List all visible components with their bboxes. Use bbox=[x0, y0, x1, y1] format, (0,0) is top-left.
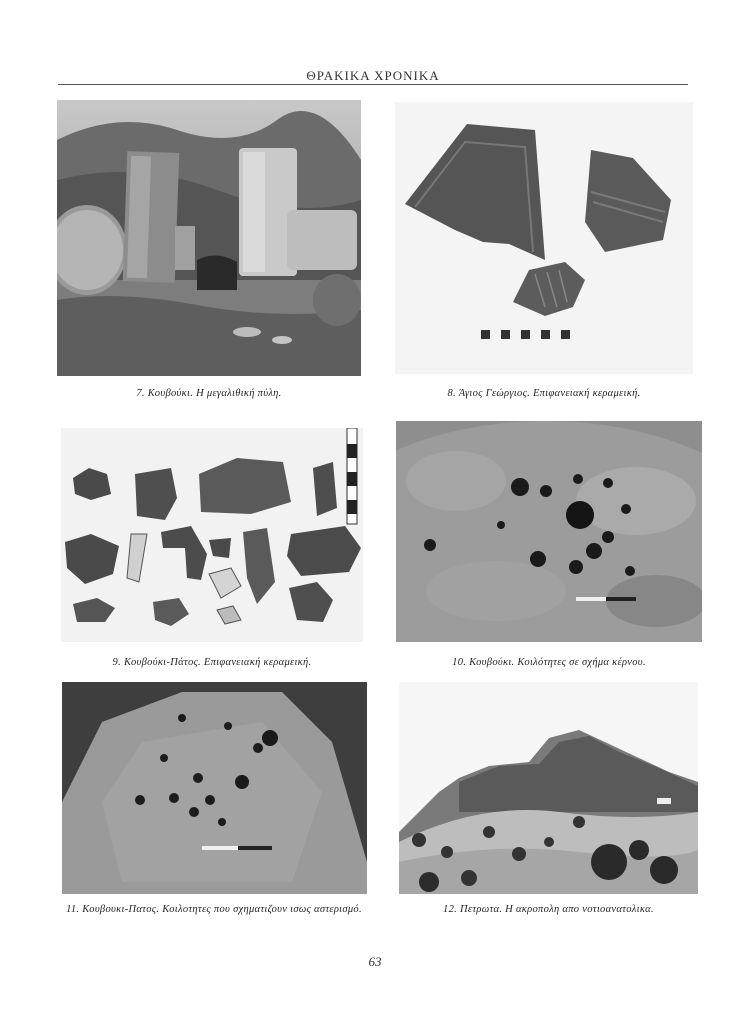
figure-10-text: Κουβούκι. Κοιλότητες σε σχήμα κέρνου. bbox=[469, 657, 646, 668]
figure-12-number: 12. bbox=[443, 904, 458, 915]
figure-11-text: Κουβουκι-Πατος. Κοιλοτητες που σχηματιζουν ισως αστερισμό. bbox=[82, 904, 362, 915]
figure-12-caption bbox=[399, 903, 698, 917]
figure-10-photo bbox=[396, 421, 702, 642]
figure-7-text: Κουβούκι. Η μεγαλιθική πύλη. bbox=[147, 388, 282, 399]
running-head: ΘΡΑΚΙΚΑ ΧΡΟΝΙΚΑ bbox=[306, 68, 440, 83]
page-number: 63 bbox=[368, 954, 382, 969]
figure-9-photo bbox=[61, 428, 363, 642]
figure-7-number: 7. bbox=[136, 388, 145, 399]
figure-11-photo bbox=[62, 682, 367, 894]
figure-10-number: 10. bbox=[452, 657, 467, 668]
figure-8-text: Άγιος Γεώργιος. Επιφανειακή κεραμεική. bbox=[458, 388, 641, 399]
figure-9-text: Κουβούκι-Πάτος. Επιφανειακή κεραμεική. bbox=[123, 657, 312, 668]
figure-11-number: 11. bbox=[66, 904, 80, 915]
header-rule bbox=[58, 84, 688, 85]
figure-9-caption bbox=[61, 656, 363, 670]
figure-8-number: 8. bbox=[447, 388, 456, 399]
figure-7-photo bbox=[57, 100, 361, 376]
figure-9-number: 9. bbox=[112, 657, 122, 668]
figure-8-photo bbox=[395, 102, 693, 374]
figure-7-caption bbox=[57, 387, 361, 401]
figure-8-caption bbox=[395, 387, 693, 401]
figure-12-photo bbox=[399, 682, 698, 894]
figure-11-caption bbox=[58, 903, 370, 917]
figure-12-text: Πετρωτα. Η ακροπολη απο νοτιοανατολικα. bbox=[460, 904, 654, 915]
figure-10-caption bbox=[396, 656, 702, 670]
